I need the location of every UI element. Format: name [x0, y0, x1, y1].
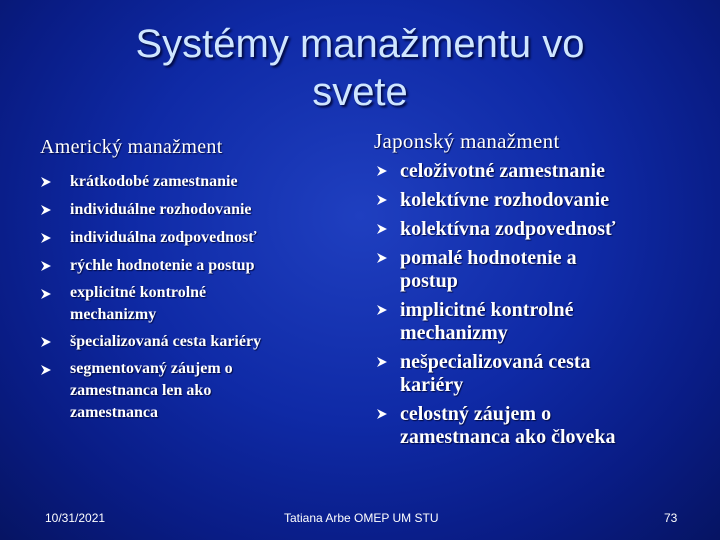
japanese-management-list: [374, 160, 704, 449]
list-item-text: kolektívna zodpovednosť: [400, 218, 616, 240]
list-item-text: celostný záujem o zamestnanca ako človeka: [400, 403, 616, 448]
slide-title-line-1: Systémy manažmentu vo: [135, 22, 585, 66]
list-item: [40, 254, 340, 278]
list-item: [374, 189, 704, 212]
japanese-management-column: [374, 128, 704, 455]
list-item: [40, 170, 340, 194]
list-item-text: nešpecializovaná cesta kariéry: [400, 351, 591, 396]
list-item-text: celoživotné zamestnanie: [400, 160, 605, 182]
arrowhead-bullet-icon: [376, 194, 388, 206]
japanese-management-heading: Japonský manažment: [374, 129, 560, 153]
page-number: 73: [664, 511, 678, 525]
arrowhead-bullet-icon: [376, 165, 388, 177]
list-item-text: explicitné kontrolné mechanizmy: [70, 284, 207, 323]
list-item: [374, 351, 704, 397]
list-item: [40, 226, 340, 250]
list-item: [374, 218, 704, 241]
list-item: [374, 299, 704, 345]
list-item-text: špecializovaná cesta kariéry: [70, 333, 262, 350]
american-management-column: [40, 134, 340, 428]
footer-date: 10/31/2021: [45, 511, 106, 525]
list-item-text: implicitné kontrolné mechanizmy: [400, 299, 574, 344]
list-item-text: kolektívne rozhodovanie: [400, 189, 610, 211]
list-item: [374, 160, 704, 183]
list-item: [374, 247, 704, 293]
slide-title: [0, 20, 720, 116]
list-item: [374, 403, 704, 449]
list-item-text: pomalé hodnotenie a postup: [400, 247, 577, 292]
arrowhead-bullet-icon: [40, 336, 52, 348]
slide-title-line-2: svete: [312, 70, 408, 114]
arrowhead-bullet-icon: [376, 408, 388, 420]
arrowhead-bullet-icon: [376, 252, 388, 264]
arrowhead-bullet-icon: [40, 176, 52, 188]
list-item: [40, 330, 340, 354]
arrowhead-bullet-icon: [376, 356, 388, 368]
arrowhead-bullet-icon: [40, 260, 52, 272]
arrowhead-bullet-icon: [40, 288, 52, 300]
list-item-text: krátkodobé zamestnanie: [70, 173, 238, 190]
list-item: [40, 358, 340, 424]
list-item: [40, 198, 340, 222]
arrowhead-bullet-icon: [40, 364, 52, 376]
arrowhead-bullet-icon: [40, 204, 52, 216]
list-item-text: individuálne rozhodovanie: [70, 201, 252, 218]
list-item: [40, 282, 340, 326]
list-item-text: individuálna zodpovednosť: [70, 229, 257, 246]
arrowhead-bullet-icon: [376, 304, 388, 316]
list-item-text: rýchle hodnotenie a postup: [70, 257, 255, 274]
list-item-text: segmentovaný záujem o zamestnanca len ako zamestnanca: [70, 360, 233, 421]
arrowhead-bullet-icon: [376, 223, 388, 235]
footer-author: Tatiana Arbe OMEP UM STU: [284, 511, 439, 525]
arrowhead-bullet-icon: [40, 232, 52, 244]
american-management-heading: Americký manažment: [40, 136, 223, 158]
american-management-list: [40, 170, 340, 424]
